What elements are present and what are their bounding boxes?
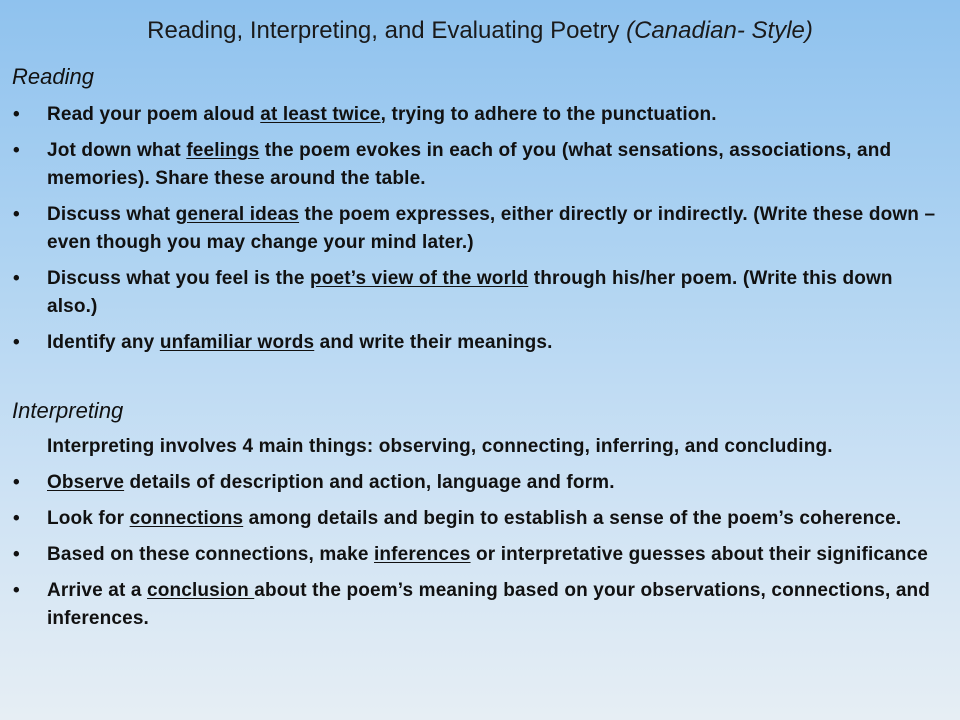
interpreting-intro	[0, 433, 960, 461]
item-text: about the poem’s meaning based on your observations, connections, and inferences.	[47, 580, 931, 629]
item-emphasis: conclusion	[147, 580, 255, 601]
item-emphasis: unfamiliar words	[159, 332, 315, 353]
item-text: Based on these connections, make	[47, 544, 374, 565]
item-text: and write their meanings.	[314, 332, 553, 353]
interpreting-heading: Interpreting	[12, 398, 124, 423]
item-emphasis: connections	[129, 508, 244, 529]
slide-title-main: Reading, Interpreting, and Evaluating Poetry	[147, 17, 620, 44]
interpreting-item	[0, 541, 960, 569]
bullet-icon: •	[13, 204, 20, 225]
bullet-icon: •	[13, 332, 20, 353]
interpreting-item	[0, 505, 960, 533]
slide-title-subtitle: (Canadian- Style)	[626, 17, 813, 44]
item-text: the poem evokes in each of you (what sensations, associations, and memories). Share these around the table.	[47, 140, 892, 189]
interpreting-list	[0, 433, 960, 633]
item-emphasis: feelings	[186, 140, 260, 161]
reading-item	[0, 329, 960, 357]
reading-heading: Reading	[12, 64, 94, 89]
item-text: among details and begin to establish a sense of the poem’s coherence.	[243, 508, 902, 529]
bullet-icon: •	[13, 508, 20, 529]
item-text: through his/her poem. (Write this down also.)	[47, 268, 893, 317]
interpreting-item	[0, 577, 960, 633]
item-emphasis: poet’s view of the world	[310, 268, 529, 289]
item-emphasis: Observe	[47, 472, 125, 493]
intro-text: Interpreting involves 4 main things: observing, connecting, inferring, and concluding.	[47, 436, 833, 457]
slide-title	[0, 16, 960, 46]
reading-item	[0, 265, 960, 321]
bullet-icon: •	[13, 580, 20, 601]
bullet-icon: •	[13, 544, 20, 565]
item-text: Read your poem aloud	[47, 104, 261, 125]
item-text: the poem expresses, either directly or indirectly. (Write these down – even though you may change your mind later.)	[47, 204, 936, 253]
item-emphasis: at least twice	[260, 104, 381, 125]
reading-item	[0, 101, 960, 129]
item-text: Discuss what you feel is the	[47, 268, 311, 289]
bullet-icon: •	[13, 140, 20, 161]
bullet-icon: •	[13, 104, 20, 125]
item-emphasis: inferences	[374, 544, 471, 565]
reading-item	[0, 137, 960, 193]
item-text: Jot down what	[47, 140, 187, 161]
reading-item	[0, 201, 960, 257]
bullet-icon: •	[13, 268, 20, 289]
item-text: Identify any	[47, 332, 160, 353]
interpreting-item	[0, 469, 960, 497]
item-text: details of description and action, language and form.	[124, 472, 615, 493]
item-text: Arrive at a	[47, 580, 148, 601]
item-text: , trying to adhere to the punctuation.	[380, 104, 717, 125]
item-emphasis: general ideas	[175, 204, 300, 225]
item-text: Look for	[47, 508, 130, 529]
bullet-icon: •	[13, 472, 20, 493]
reading-list	[0, 101, 960, 357]
item-text: or interpretative guesses about their significance	[470, 544, 928, 565]
item-text: Discuss what	[47, 204, 176, 225]
